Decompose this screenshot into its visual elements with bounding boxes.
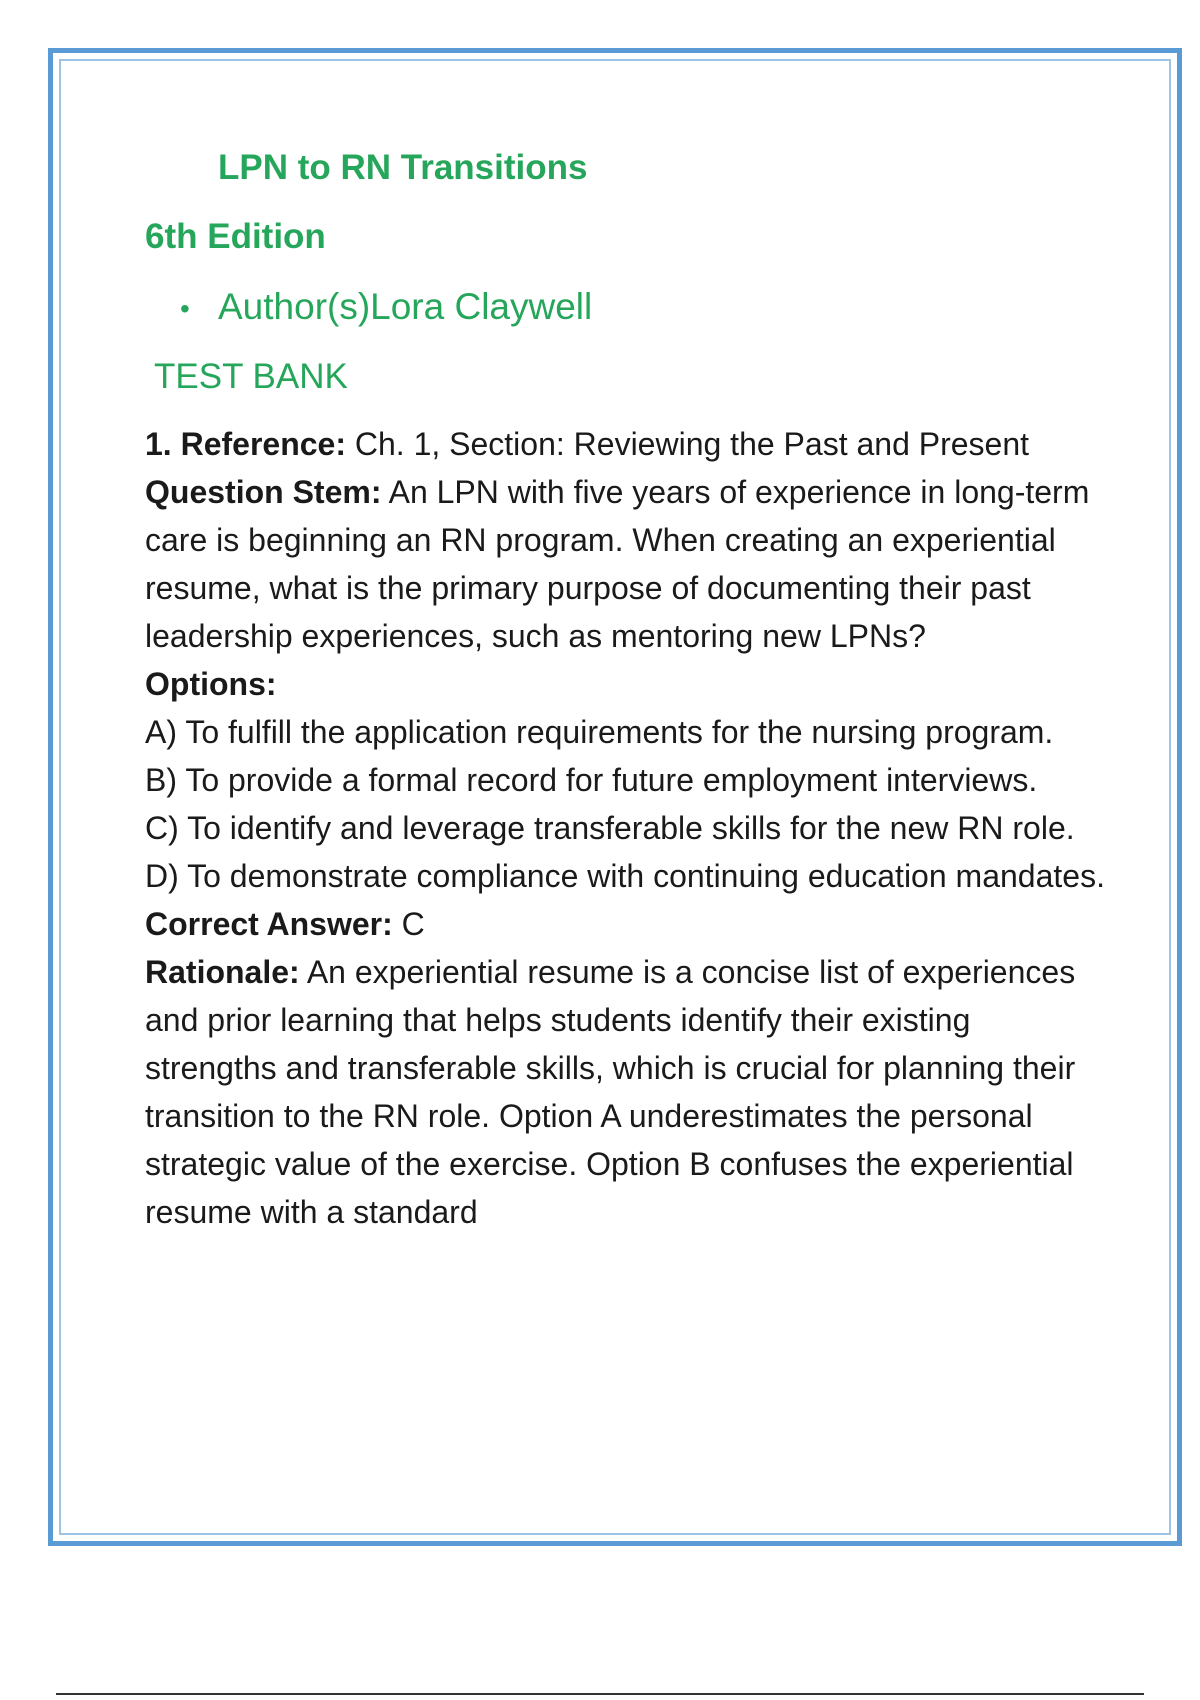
stem-label: Question Stem: (145, 474, 382, 510)
reference-label: Reference: (180, 426, 346, 462)
question-number: 1. (145, 426, 172, 462)
section-heading: TEST BANK (154, 357, 348, 396)
option-d: D) To demonstrate compliance with continuing education mandates. (145, 858, 1105, 894)
options-label: Options: (145, 666, 277, 702)
author-text: Author(s)Lora Claywell (218, 286, 593, 327)
author-list-item (180, 286, 592, 328)
stem-text: An LPN with five years of experience in long-term care is beginning an RN program. When creating an experiential resume, what is the primary purpose of documenting their past leadership experiences, such as mentoring new LPNs? (145, 474, 1090, 654)
reference-text: Ch. 1, Section: Reviewing the Past and Present (354, 426, 1030, 462)
correct-answer-line (145, 900, 1105, 948)
answer-label: Correct Answer: (145, 906, 393, 942)
rationale-label: Rationale: (145, 954, 300, 990)
book-title: LPN to RN Transitions (218, 148, 588, 187)
bottom-divider (56, 1693, 1144, 1695)
bullet-icon: • (180, 293, 190, 325)
rationale-text: An experiential resume is a concise list of experiences and prior learning that helps students identify their existing strengths and transferable skills, which is crucial for planning their transition to the RN role. Option A underestimates the personal strategic value of the exercise. Option B confuses the experiential resume with a standard (145, 954, 1076, 1230)
option-a: A) To fulfill the application requirements for the nursing program. (145, 714, 1054, 750)
question-stem (145, 468, 1105, 660)
reference-line (145, 420, 1105, 468)
option-c: C) To identify and leverage transferable skills for the new RN role. (145, 810, 1075, 846)
rationale (145, 948, 1105, 1236)
option-b: B) To provide a formal record for future employment interviews. (145, 762, 1038, 798)
answer-value: C (401, 906, 425, 942)
edition-label: 6th Edition (145, 217, 326, 256)
question-block (145, 420, 1105, 1236)
